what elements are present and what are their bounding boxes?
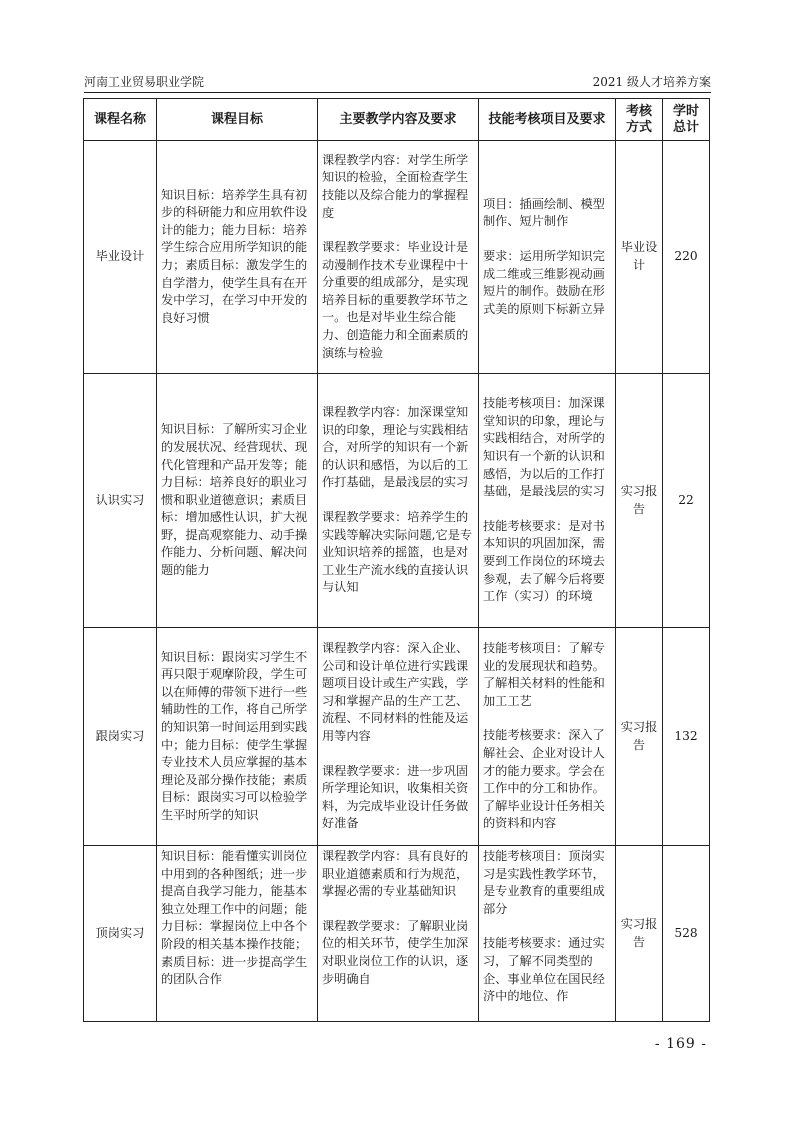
teaching-content	[318, 846, 479, 1022]
column-header: 课程名称	[84, 99, 157, 141]
teaching-requirement-text: 课程教学要求：进一步巩固所学理论知识，收集相关资料，为完成毕业设计任务做好准备	[322, 763, 469, 831]
course-table	[83, 98, 710, 1022]
table-row	[84, 628, 710, 846]
teaching-requirement-text: 课程教学要求：培养学生的实践等解决实际问题,它是专业知识培养的摇篮，也是对工业生产流水线的直接认识与认知	[322, 510, 473, 595]
skill-requirement-text: 技能考核要求：深入了解社会、企业对设计人才的能力要求。学会在工作中的分工和协作。了解毕业设计任务相关的资料和内容	[483, 728, 605, 831]
total-hours: 22	[663, 374, 710, 628]
teaching-requirement-text: 课程教学要求：了解职业岗位的相关环节，使学生加深对职业岗位工作的认识，逐步明确自	[322, 918, 469, 986]
skill-project-text: 技能考核项目：加深课堂知识的印象，理论与实践相结合，对所学的知识有一个新的认识和感悟，为以后的工作打基础，是最浅层的实习	[483, 396, 605, 499]
skill-assessment	[479, 628, 616, 846]
skill-requirement-text: 技能考核要求：是对书本知识的巩固加深，需要到工作岗位的环境去参观，去了解今后将要工作（实习）的环境	[483, 518, 605, 604]
course-name: 毕业设计	[84, 141, 157, 374]
assessment-method: 实习报告	[616, 628, 663, 846]
course-goal: 知识目标：了解所实习企业的发展状况、经营现状、现代化管理和产品开发等；能力目标：培养良好的职业习惯和职业道德意识；素质目标：增加感性认识，扩大视野，提高观察能力、动手操作能力、分析问题、解决问题的能力	[157, 374, 318, 628]
column-header: 学时总计	[663, 99, 710, 141]
skill-project-text: 项目：插画绘制、模型制作、短片制作	[483, 196, 605, 229]
plan-title: 2021 级人才培养方案	[592, 75, 711, 89]
skill-project-text: 技能考核项目：顶岗实习是实践性教学环节，是专业教育的重要组成部分	[483, 849, 605, 916]
teaching-content-text: 课程教学内容：具有良好的职业道德素质和行为规范，掌握必需的专业基础知识	[322, 849, 469, 899]
assessment-method: 实习报告	[616, 374, 663, 628]
course-name: 顶岗实习	[84, 846, 157, 1022]
assessment-method: 毕业设计	[616, 141, 663, 374]
page-header	[84, 74, 711, 93]
table-row	[84, 141, 710, 374]
skill-project-text: 技能考核项目：了解专业的发展现状和趋势。了解相关材料的性能和加工工艺	[483, 641, 605, 708]
teaching-content	[318, 141, 479, 374]
course-name: 跟岗实习	[84, 628, 157, 846]
total-hours: 528	[663, 846, 710, 1022]
course-goal: 知识目标：培养学生具有初步的科研能力和应用软件设计的能力；能力目标：培养学生综合应用所学知识的能力；素质目标：激发学生的自学潜力，使学生具有在开发中学习，在学习中开发的良好习惯	[157, 141, 318, 374]
total-hours: 132	[663, 628, 710, 846]
course-name: 认识实习	[84, 374, 157, 628]
school-name: 河南工业贸易职业学院	[84, 75, 205, 89]
teaching-requirement-text: 课程教学要求：毕业设计是动漫制作技术专业课程中十分重要的组成部分，是实现培养目标的重要教学环节之一。也是对毕业生综合能力、创造能力和全面素质的演练与检验	[322, 240, 469, 360]
column-header: 主要教学内容及要求	[318, 99, 479, 141]
course-goal: 知识目标：跟岗实习学生不再只限于观摩阶段，学生可以在师傅的带领下进行一些辅助性的工作，将自己所学的知识第一时间运用到实践中；能力目标：使学生掌握专业技术人员应掌握的基本理论及部分操作技能；素质目标：跟岗实习可以检验学生平时所学的知识	[157, 628, 318, 846]
teaching-content	[318, 628, 479, 846]
skill-assessment	[479, 374, 616, 628]
column-header: 考核方式	[616, 99, 663, 141]
skill-assessment	[479, 846, 616, 1022]
table-header-row	[84, 99, 710, 141]
teaching-content-text: 课程教学内容：对学生所学知识的检验，全面检查学生技能以及综合能力的掌握程度	[322, 152, 469, 220]
skill-assessment	[479, 141, 616, 374]
skill-requirement-text: 要求：运用所学知识完成二维或三维影视动画短片的制作。鼓励在形式美的原则下标新立异	[483, 248, 605, 316]
teaching-content	[318, 374, 479, 628]
page-number: - 169 -	[654, 1036, 707, 1052]
column-header: 课程目标	[157, 99, 318, 141]
skill-requirement-text: 技能考核要求：通过实习，了解不同类型的企、事业单位在国民经济中的地位、作	[483, 936, 605, 1004]
column-header: 技能考核项目及要求	[479, 99, 616, 141]
teaching-content-text: 课程教学内容：加深课堂知识的印象，理论与实践相结合，对所学的知识有一个新的认识和感悟，为以后的工作打基础，是最浅层的实习	[322, 405, 469, 490]
table-row	[84, 846, 710, 1022]
table-row	[84, 374, 710, 628]
course-goal: 知识目标：能看懂实训岗位中用到的各种图纸；进一步提高自我学习能力，能基本独立处理工作中的问题；能力目标：掌握岗位上中各个阶段的相关基本操作技能；素质目标：进一步提高学生的团队合作	[157, 846, 318, 1022]
teaching-content-text: 课程教学内容：深入企业、公司和设计单位进行实践课题项目设计或生产实践，学习和掌握产品的生产工艺、流程、不同材料的性能及运用等内容	[322, 641, 469, 743]
assessment-method: 实习报告	[616, 846, 663, 1022]
total-hours: 220	[663, 141, 710, 374]
